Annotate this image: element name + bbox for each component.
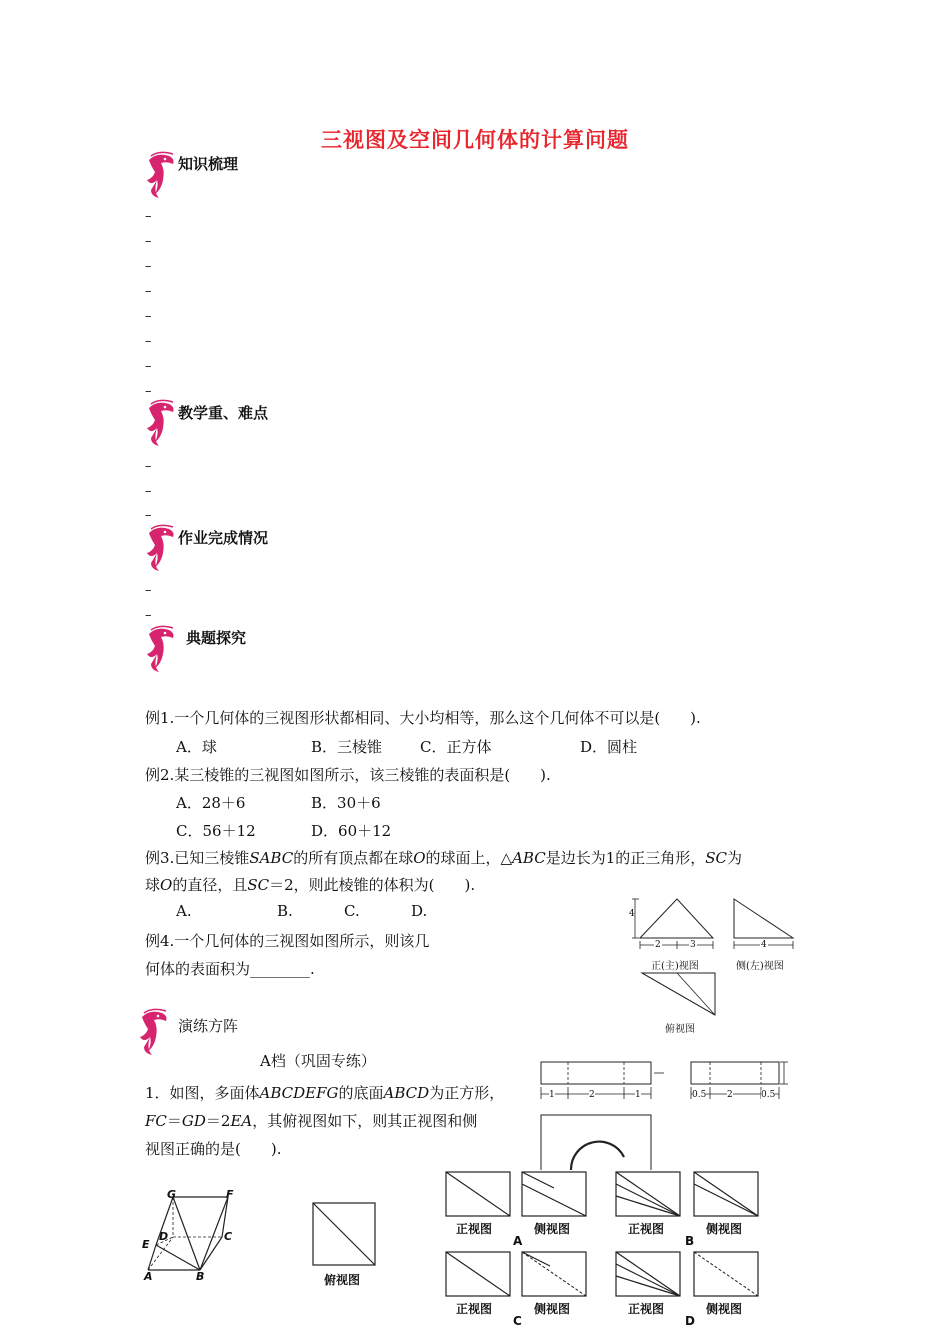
dim-label-2: 2 <box>655 940 661 950</box>
example-1-option-c: C．正方体 <box>420 738 492 756</box>
dim-label-3: 3 <box>690 940 696 950</box>
vertex-d: D <box>159 1230 169 1243</box>
example-1-option-d: D．圆柱 <box>580 738 638 756</box>
top-view-label: 俯视图 <box>665 1024 695 1035</box>
vertex-f: F <box>226 1188 234 1201</box>
section-title-practice: 演练方阵 <box>178 1017 239 1035</box>
option-b-side-label: 侧视图 <box>706 1222 743 1236</box>
option-d-letter: D <box>685 1314 695 1328</box>
option-c-side-label: 侧视图 <box>534 1302 571 1316</box>
question-1-line-3: 视图正确的是( ). <box>145 1140 282 1158</box>
option-b-front-label: 正视图 <box>628 1222 665 1236</box>
option-b-letter: B <box>685 1234 695 1248</box>
level-a-heading: A档（巩固专练） <box>260 1052 376 1070</box>
example-3-stem-line-2: 球O的直径，且SC＝2，则此棱锥的体积为( ). <box>145 876 476 894</box>
front-view-label: 正(主)视图 <box>651 961 699 972</box>
section-title-typical: 典题探究 <box>186 629 247 647</box>
q1-top-view-figure <box>311 1201 377 1267</box>
example-2-option-c: C．56＋12 <box>176 822 256 840</box>
vertex-a: A <box>144 1270 153 1283</box>
blank-line: – <box>145 259 152 274</box>
blank-line: – <box>145 234 152 249</box>
vertex-b: B <box>196 1270 205 1283</box>
page-title: 三视图及空间几何体的计算问题 <box>321 128 629 152</box>
option-d-side-label: 侧视图 <box>706 1302 743 1316</box>
dolphin-icon <box>143 150 179 202</box>
example-1-option-b: B．三棱锥 <box>311 738 383 756</box>
option-c-front-label: 正视图 <box>456 1302 493 1316</box>
dolphin-icon <box>143 523 179 575</box>
dolphin-icon <box>143 624 179 676</box>
blank-line: – <box>145 309 152 324</box>
blank-line: – <box>145 608 152 623</box>
blank-line: – <box>145 359 152 374</box>
example-2-stem: 例2.某三棱锥的三视图如图所示，该三棱锥的表面积是( ). <box>145 766 551 784</box>
example-1-stem: 例1.一个几何体的三视图形状都相同、大小均相等，那么这个几何体不可以是( ). <box>145 709 701 727</box>
example-2-option-d: D．60＋12 <box>311 822 392 840</box>
blank-line: – <box>145 334 152 349</box>
q1-dim-right-1: 0.5 <box>692 1090 707 1100</box>
vertex-g: G <box>167 1188 177 1201</box>
dim-label-4: 4 <box>761 940 767 950</box>
q1-dim-left-3: 1 <box>635 1090 641 1100</box>
blank-line: – <box>145 484 152 499</box>
dolphin-icon <box>143 398 179 450</box>
question-1-line-1: 1．如图，多面体ABCDEFG的底面ABCD为正方形， <box>145 1084 505 1102</box>
q1-dim-left-1: 1 <box>549 1090 555 1100</box>
example-4-stem-line-2: 何体的表面积为________. <box>145 960 315 978</box>
blank-line: – <box>145 284 152 299</box>
option-d-front-label: 正视图 <box>628 1302 665 1316</box>
q1-dim-right-2: 2 <box>727 1090 733 1100</box>
blank-line: – <box>145 583 152 598</box>
q1-top-view-label: 俯视图 <box>324 1273 361 1287</box>
blank-line: – <box>145 209 152 224</box>
option-a-letter: A <box>513 1234 523 1248</box>
dim-height-label: 4 <box>629 909 635 919</box>
example-4-stem-line-1: 例4.一个几何体的三视图如图所示，则该几 <box>145 932 430 950</box>
blank-line: – <box>145 384 152 399</box>
question-1-dimension-figure <box>536 1057 796 1172</box>
example-3-option-d: D. <box>411 902 428 920</box>
q1-dim-right-3: 0.5 <box>761 1090 776 1100</box>
question-1-line-2: FC＝GD＝2EA，其俯视图如下，则其正视图和侧 <box>145 1112 478 1130</box>
q1-dim-left-2: 2 <box>589 1090 595 1100</box>
example-1-option-a: A．球 <box>176 738 217 756</box>
vertex-e: E <box>142 1238 150 1251</box>
example-3-option-c: C. <box>344 902 360 920</box>
blank-line: – <box>145 459 152 474</box>
vertex-c: C <box>224 1230 233 1243</box>
option-a-front-label: 正视图 <box>456 1222 493 1236</box>
example-3-option-b: B. <box>277 902 293 920</box>
example-2-option-b: B．30＋6 <box>311 794 381 812</box>
section-title-homework: 作业完成情况 <box>178 529 269 547</box>
option-a-side-label: 侧视图 <box>534 1222 571 1236</box>
dolphin-icon <box>136 1007 172 1059</box>
example-3-option-a: A. <box>176 902 192 920</box>
side-view-label: 侧(左)视图 <box>736 961 784 972</box>
option-c-letter: C <box>513 1314 522 1328</box>
section-title-key-points: 教学重、难点 <box>178 404 269 422</box>
example-3-stem-line-1: 例3.已知三棱锥SABC的所有顶点都在球O的球面上，△ABC是边长为1的正三角形，SC为 <box>145 849 743 867</box>
blank-line: – <box>145 508 152 523</box>
example-2-option-a: A．28＋6 <box>176 794 246 812</box>
section-title-knowledge: 知识梳理 <box>178 155 239 173</box>
